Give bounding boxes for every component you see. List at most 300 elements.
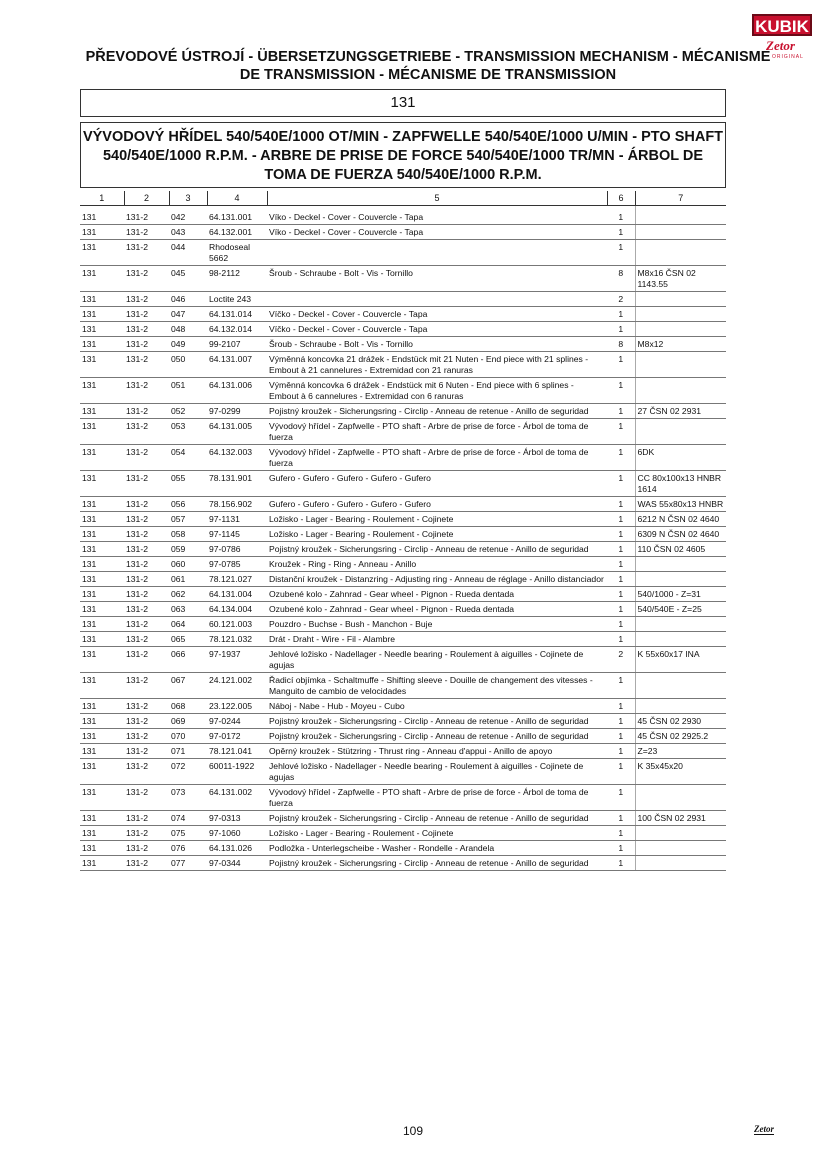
cell-position: 065 (169, 632, 207, 647)
cell-description: Ložisko - Lager - Bearing - Roulement - Cojinete (267, 826, 607, 841)
cell-description: Pojistný kroužek - Sicherungsring - Circlip - Anneau de retenue - Anillo de seguridad (267, 729, 607, 744)
cell-quantity: 8 (607, 266, 635, 292)
cell-note (635, 292, 726, 307)
cell-subgroup: 131-2 (124, 225, 169, 240)
cell-description: Ložisko - Lager - Bearing - Roulement - Cojinete (267, 512, 607, 527)
cell-quantity: 1 (607, 617, 635, 632)
cell-quantity: 1 (607, 856, 635, 871)
cell-subgroup: 131-2 (124, 699, 169, 714)
cell-note: 6212 N ČSN 02 4640 (635, 512, 726, 527)
cell-part-number: 64.131.005 (207, 419, 267, 445)
cell-subgroup: 131-2 (124, 497, 169, 512)
table-row (80, 841, 726, 856)
cell-group: 131 (80, 729, 124, 744)
cell-note: 110 ČSN 02 4605 (635, 542, 726, 557)
cell-description: Pojistný kroužek - Sicherungsring - Circlip - Anneau de retenue - Anillo de seguridad (267, 542, 607, 557)
cell-note (635, 632, 726, 647)
cell-description: Šroub - Schraube - Bolt - Vis - Tornillo (267, 337, 607, 352)
table-row (80, 759, 726, 785)
table-row (80, 292, 726, 307)
table-row (80, 322, 726, 337)
cell-note: 6309 N ČSN 02 4640 (635, 527, 726, 542)
table-row (80, 744, 726, 759)
cell-part-number: 97-1145 (207, 527, 267, 542)
cell-position: 076 (169, 841, 207, 856)
cell-position: 074 (169, 811, 207, 826)
cell-note: 45 ČSN 02 2930 (635, 714, 726, 729)
table-row (80, 445, 726, 471)
table-row (80, 714, 726, 729)
cell-part-number: 64.132.003 (207, 445, 267, 471)
table-row (80, 785, 726, 811)
cell-part-number: 99-2107 (207, 337, 267, 352)
cell-note: 27 ČSN 02 2931 (635, 404, 726, 419)
cell-part-number: 78.121.032 (207, 632, 267, 647)
cell-part-number: 78.121.041 (207, 744, 267, 759)
cell-description: Ložisko - Lager - Bearing - Roulement - Cojinete (267, 527, 607, 542)
cell-position: 053 (169, 419, 207, 445)
cell-position: 042 (169, 206, 207, 225)
cell-group: 131 (80, 512, 124, 527)
cell-subgroup: 131-2 (124, 729, 169, 744)
cell-quantity: 1 (607, 322, 635, 337)
cell-subgroup: 131-2 (124, 266, 169, 292)
cell-quantity: 1 (607, 811, 635, 826)
table-row (80, 557, 726, 572)
cell-description: Víčko - Deckel - Cover - Couvercle - Tapa (267, 307, 607, 322)
cell-group: 131 (80, 759, 124, 785)
cell-subgroup: 131-2 (124, 841, 169, 856)
parts-table (80, 191, 726, 871)
cell-quantity: 2 (607, 647, 635, 673)
cell-note: 540/1000 - Z=31 (635, 587, 726, 602)
cell-part-number: 97-1060 (207, 826, 267, 841)
cell-quantity: 1 (607, 352, 635, 378)
table-row (80, 699, 726, 714)
cell-note: M8x16 ČSN 02 1143.55 (635, 266, 726, 292)
cell-part-number: 64.131.002 (207, 785, 267, 811)
cell-quantity: 1 (607, 307, 635, 322)
cell-part-number: Loctite 243 (207, 292, 267, 307)
cell-part-number: 97-0785 (207, 557, 267, 572)
cell-description (267, 292, 607, 307)
cell-description: Ozubené kolo - Zahnrad - Gear wheel - Pignon - Rueda dentada (267, 587, 607, 602)
cell-quantity: 1 (607, 632, 635, 647)
cell-description: Vývodový hřídel - Zapfwelle - PTO shaft - Arbre de prise de force - Árbol de toma de fuerza (267, 419, 607, 445)
cell-part-number: 97-0313 (207, 811, 267, 826)
cell-position: 045 (169, 266, 207, 292)
cell-position: 062 (169, 587, 207, 602)
cell-part-number: 64.131.001 (207, 206, 267, 225)
cell-group: 131 (80, 557, 124, 572)
cell-part-number: 64.131.007 (207, 352, 267, 378)
cell-quantity: 1 (607, 699, 635, 714)
cell-part-number: 78.156.902 (207, 497, 267, 512)
cell-subgroup: 131-2 (124, 240, 169, 266)
table-row (80, 404, 726, 419)
cell-note (635, 557, 726, 572)
cell-subgroup: 131-2 (124, 542, 169, 557)
cell-quantity: 1 (607, 587, 635, 602)
cell-part-number: 97-1937 (207, 647, 267, 673)
table-row (80, 497, 726, 512)
cell-group: 131 (80, 225, 124, 240)
cell-part-number: 97-0299 (207, 404, 267, 419)
cell-subgroup: 131-2 (124, 744, 169, 759)
cell-group: 131 (80, 744, 124, 759)
cell-position: 049 (169, 337, 207, 352)
cell-description: Víčko - Deckel - Cover - Couvercle - Tapa (267, 322, 607, 337)
cell-group: 131 (80, 266, 124, 292)
page-number: 109 (402, 1124, 424, 1138)
cell-subgroup: 131-2 (124, 322, 169, 337)
cell-group: 131 (80, 352, 124, 378)
cell-part-number: 64.131.006 (207, 378, 267, 404)
parts-table-body (80, 206, 726, 871)
cell-note: 540/540E - Z=25 (635, 602, 726, 617)
cell-description: Vývodový hřídel - Zapfwelle - PTO shaft - Arbre de prise de force - Árbol de toma de fuerza (267, 785, 607, 811)
cell-group: 131 (80, 714, 124, 729)
cell-description: Šroub - Schraube - Bolt - Vis - Tornillo (267, 266, 607, 292)
cell-position: 075 (169, 826, 207, 841)
cell-description: Jehlové ložisko - Nadellager - Needle bearing - Roulement à aiguilles - Cojinete de agujas (267, 759, 607, 785)
kubik-logo-box: KUBIK (752, 14, 812, 36)
cell-part-number: 64.131.014 (207, 307, 267, 322)
cell-group: 131 (80, 785, 124, 811)
cell-position: 077 (169, 856, 207, 871)
logo-tagline: ORIGINAL (772, 54, 804, 60)
cell-position: 044 (169, 240, 207, 266)
cell-quantity: 1 (607, 759, 635, 785)
cell-note (635, 352, 726, 378)
cell-description: Víko - Deckel - Cover - Couvercle - Tapa (267, 206, 607, 225)
cell-part-number: 98-2112 (207, 266, 267, 292)
cell-subgroup: 131-2 (124, 527, 169, 542)
cell-part-number: 64.131.026 (207, 841, 267, 856)
cell-note: CC 80x100x13 HNBR 1614 (635, 471, 726, 497)
cell-note (635, 322, 726, 337)
cell-note (635, 378, 726, 404)
cell-quantity: 1 (607, 602, 635, 617)
cell-note (635, 673, 726, 699)
cell-group: 131 (80, 826, 124, 841)
cell-position: 068 (169, 699, 207, 714)
cell-position: 064 (169, 617, 207, 632)
cell-position: 048 (169, 322, 207, 337)
cell-part-number: 78.131.901 (207, 471, 267, 497)
footer-zetor-logo: Zetor (754, 1124, 774, 1134)
cell-group: 131 (80, 632, 124, 647)
cell-quantity: 1 (607, 225, 635, 240)
table-header-row (80, 191, 726, 206)
cell-position: 054 (169, 445, 207, 471)
cell-position: 047 (169, 307, 207, 322)
cell-group: 131 (80, 471, 124, 497)
cell-part-number: 23.122.005 (207, 699, 267, 714)
table-row (80, 602, 726, 617)
cell-part-number: 64.132.014 (207, 322, 267, 337)
cell-group: 131 (80, 419, 124, 445)
cell-note (635, 419, 726, 445)
cell-subgroup: 131-2 (124, 445, 169, 471)
cell-note: 45 ČSN 02 2925.2 (635, 729, 726, 744)
cell-description: Drát - Draht - Wire - Fil - Alambre (267, 632, 607, 647)
cell-description: Podložka - Unterlegscheibe - Washer - Rondelle - Arandela (267, 841, 607, 856)
cell-group: 131 (80, 292, 124, 307)
cell-quantity: 1 (607, 841, 635, 856)
cell-position: 051 (169, 378, 207, 404)
cell-subgroup: 131-2 (124, 759, 169, 785)
cell-group: 131 (80, 587, 124, 602)
cell-part-number: 97-1131 (207, 512, 267, 527)
cell-group: 131 (80, 240, 124, 266)
cell-subgroup: 131-2 (124, 572, 169, 587)
cell-quantity: 1 (607, 206, 635, 225)
cell-note (635, 240, 726, 266)
cell-note (635, 785, 726, 811)
cell-part-number: Rhodoseal 5662 (207, 240, 267, 266)
table-row (80, 527, 726, 542)
cell-description: Řadicí objímka - Schaltmuffe - Shifting sleeve - Douille de changement des vitesses - Manguito de cambio de velocidades (267, 673, 607, 699)
cell-group: 131 (80, 542, 124, 557)
cell-description: Výměnná koncovka 6 drážek - Endstück mit 6 Nuten - End piece with 6 splines - Embout à 6 cannelures - Extremidad con 6 ranuras (267, 378, 607, 404)
table-row (80, 811, 726, 826)
cell-note (635, 856, 726, 871)
cell-group: 131 (80, 811, 124, 826)
cell-group: 131 (80, 206, 124, 225)
cell-quantity: 1 (607, 572, 635, 587)
cell-subgroup: 131-2 (124, 337, 169, 352)
table-row (80, 512, 726, 527)
cell-part-number: 24.121.002 (207, 673, 267, 699)
cell-position: 063 (169, 602, 207, 617)
cell-group: 131 (80, 699, 124, 714)
cell-quantity: 1 (607, 714, 635, 729)
cell-quantity: 1 (607, 785, 635, 811)
cell-part-number: 64.134.004 (207, 602, 267, 617)
cell-position: 072 (169, 759, 207, 785)
cell-description: Výměnná koncovka 21 drážek - Endstück mit 21 Nuten - End piece with 21 splines - Embout à 21 cannelures - Extremidad con 21 ranuras (267, 352, 607, 378)
cell-description: Opěrný kroužek - Stützring - Thrust ring - Anneau d'appui - Anillo de apoyo (267, 744, 607, 759)
cell-quantity: 1 (607, 527, 635, 542)
cell-description: Ozubené kolo - Zahnrad - Gear wheel - Pignon - Rueda dentada (267, 602, 607, 617)
cell-note: M8x12 (635, 337, 726, 352)
cell-part-number: 97-0244 (207, 714, 267, 729)
cell-quantity: 1 (607, 744, 635, 759)
table-row (80, 542, 726, 557)
cell-description: Vývodový hřídel - Zapfwelle - PTO shaft - Arbre de prise de force - Árbol de toma de fuerza (267, 445, 607, 471)
cell-group: 131 (80, 673, 124, 699)
column-header-3: 3 (169, 191, 207, 206)
cell-group: 131 (80, 617, 124, 632)
cell-group: 131 (80, 527, 124, 542)
cell-position: 061 (169, 572, 207, 587)
table-row (80, 632, 726, 647)
table-row (80, 378, 726, 404)
zetor-logo-text: Zetor (766, 38, 795, 53)
cell-subgroup: 131-2 (124, 647, 169, 673)
cell-quantity: 1 (607, 557, 635, 572)
column-header-5: 5 (267, 191, 607, 206)
cell-position: 056 (169, 497, 207, 512)
cell-position: 070 (169, 729, 207, 744)
cell-note (635, 699, 726, 714)
table-row (80, 826, 726, 841)
cell-subgroup: 131-2 (124, 404, 169, 419)
cell-group: 131 (80, 647, 124, 673)
cell-quantity: 1 (607, 378, 635, 404)
cell-group: 131 (80, 856, 124, 871)
cell-quantity: 1 (607, 826, 635, 841)
cell-group: 131 (80, 404, 124, 419)
cell-position: 046 (169, 292, 207, 307)
cell-part-number: 97-0172 (207, 729, 267, 744)
cell-description: Gufero - Gufero - Gufero - Gufero - Gufero (267, 497, 607, 512)
cell-quantity: 8 (607, 337, 635, 352)
cell-note (635, 572, 726, 587)
table-row (80, 617, 726, 632)
cell-quantity: 1 (607, 542, 635, 557)
table-row (80, 729, 726, 744)
column-header-7: 7 (635, 191, 726, 206)
cell-note (635, 206, 726, 225)
cell-position: 055 (169, 471, 207, 497)
cell-subgroup: 131-2 (124, 785, 169, 811)
cell-position: 058 (169, 527, 207, 542)
cell-quantity: 1 (607, 729, 635, 744)
cell-quantity: 1 (607, 419, 635, 445)
cell-position: 071 (169, 744, 207, 759)
cell-description: Pouzdro - Buchse - Bush - Manchon - Buje (267, 617, 607, 632)
table-row (80, 856, 726, 871)
cell-group: 131 (80, 572, 124, 587)
cell-note: 100 ČSN 02 2931 (635, 811, 726, 826)
cell-note (635, 617, 726, 632)
group-number: 131 (80, 89, 726, 117)
table-row (80, 673, 726, 699)
cell-description: Pojistný kroužek - Sicherungsring - Circlip - Anneau de retenue - Anillo de seguridad (267, 714, 607, 729)
table-row (80, 572, 726, 587)
column-header-4: 4 (207, 191, 267, 206)
cell-part-number: 78.121.027 (207, 572, 267, 587)
cell-group: 131 (80, 602, 124, 617)
cell-description: Náboj - Nabe - Hub - Moyeu - Cubo (267, 699, 607, 714)
cell-subgroup: 131-2 (124, 206, 169, 225)
cell-quantity: 1 (607, 404, 635, 419)
cell-part-number: 97-0786 (207, 542, 267, 557)
cell-position: 067 (169, 673, 207, 699)
cell-group: 131 (80, 841, 124, 856)
cell-subgroup: 131-2 (124, 512, 169, 527)
cell-position: 059 (169, 542, 207, 557)
cell-group: 131 (80, 337, 124, 352)
column-header-2: 2 (124, 191, 169, 206)
document-title: PŘEVODOVÉ ÚSTROJÍ - ÜBERSETZUNGSGETRIEBE - TRANSMISSION MECHANISM - MÉCANISME DE TRANSMISSION - MÉCANISME DE TRANSMISSION (85, 49, 771, 83)
table-row (80, 352, 726, 378)
cell-group: 131 (80, 307, 124, 322)
cell-quantity: 1 (607, 240, 635, 266)
table-row (80, 225, 726, 240)
cell-subgroup: 131-2 (124, 378, 169, 404)
cell-description: Jehlové ložisko - Nadellager - Needle bearing - Roulement à aiguilles - Cojinete de agujas (267, 647, 607, 673)
cell-note: K 55x60x17 INA (635, 647, 726, 673)
cell-description: Distanční kroužek - Distanzring - Adjusting ring - Anneau de réglage - Anillo distanciador (267, 572, 607, 587)
cell-subgroup: 131-2 (124, 714, 169, 729)
cell-group: 131 (80, 497, 124, 512)
cell-subgroup: 131-2 (124, 352, 169, 378)
cell-position: 052 (169, 404, 207, 419)
cell-group: 131 (80, 378, 124, 404)
cell-description: Kroužek - Ring - Ring - Anneau - Anillo (267, 557, 607, 572)
cell-description: Pojistný kroužek - Sicherungsring - Circlip - Anneau de retenue - Anillo de seguridad (267, 811, 607, 826)
table-row (80, 337, 726, 352)
cell-subgroup: 131-2 (124, 632, 169, 647)
column-header-6: 6 (607, 191, 635, 206)
table-row (80, 307, 726, 322)
table-row (80, 266, 726, 292)
cell-subgroup: 131-2 (124, 673, 169, 699)
column-header-1: 1 (80, 191, 124, 206)
table-row (80, 471, 726, 497)
cell-subgroup: 131-2 (124, 419, 169, 445)
cell-quantity: 1 (607, 512, 635, 527)
cell-note (635, 826, 726, 841)
cell-description: Víko - Deckel - Cover - Couvercle - Tapa (267, 225, 607, 240)
cell-quantity: 1 (607, 673, 635, 699)
cell-description: Gufero - Gufero - Gufero - Gufero - Gufero (267, 471, 607, 497)
cell-quantity: 1 (607, 471, 635, 497)
cell-subgroup: 131-2 (124, 471, 169, 497)
cell-note: Z=23 (635, 744, 726, 759)
table-row (80, 206, 726, 225)
cell-note (635, 225, 726, 240)
cell-subgroup: 131-2 (124, 292, 169, 307)
cell-subgroup: 131-2 (124, 617, 169, 632)
cell-description (267, 240, 607, 266)
cell-part-number: 60011-1922 (207, 759, 267, 785)
table-row (80, 240, 726, 266)
cell-position: 073 (169, 785, 207, 811)
cell-position: 043 (169, 225, 207, 240)
cell-part-number: 60.121.003 (207, 617, 267, 632)
cell-subgroup: 131-2 (124, 826, 169, 841)
cell-position: 066 (169, 647, 207, 673)
cell-quantity: 1 (607, 445, 635, 471)
cell-description: Pojistný kroužek - Sicherungsring - Circlip - Anneau de retenue - Anillo de seguridad (267, 404, 607, 419)
cell-quantity: 2 (607, 292, 635, 307)
cell-note: 6DK (635, 445, 726, 471)
table-row (80, 419, 726, 445)
cell-subgroup: 131-2 (124, 307, 169, 322)
cell-note (635, 841, 726, 856)
cell-subgroup: 131-2 (124, 811, 169, 826)
section-title: VÝVODOVÝ HŘÍDEL 540/540E/1000 OT/MIN - ZAPFWELLE 540/540E/1000 U/MIN - PTO SHAFT 540/540E/1000 R.P.M. - ARBRE DE PRISE DE FORCE 540/540E/1000 TR/MN - ÁRBOL DE TOMA DE FUERZA 540/540E/1000 R.P.M. (80, 122, 726, 188)
cell-quantity: 1 (607, 497, 635, 512)
cell-position: 060 (169, 557, 207, 572)
cell-subgroup: 131-2 (124, 602, 169, 617)
cell-part-number: 64.131.004 (207, 587, 267, 602)
cell-group: 131 (80, 445, 124, 471)
table-row (80, 647, 726, 673)
cell-position: 057 (169, 512, 207, 527)
cell-part-number: 64.132.001 (207, 225, 267, 240)
cell-note: WAS 55x80x13 HNBR (635, 497, 726, 512)
cell-description: Pojistný kroužek - Sicherungsring - Circlip - Anneau de retenue - Anillo de seguridad (267, 856, 607, 871)
cell-subgroup: 131-2 (124, 856, 169, 871)
cell-part-number: 97-0344 (207, 856, 267, 871)
cell-note: K 35x45x20 (635, 759, 726, 785)
cell-note (635, 307, 726, 322)
